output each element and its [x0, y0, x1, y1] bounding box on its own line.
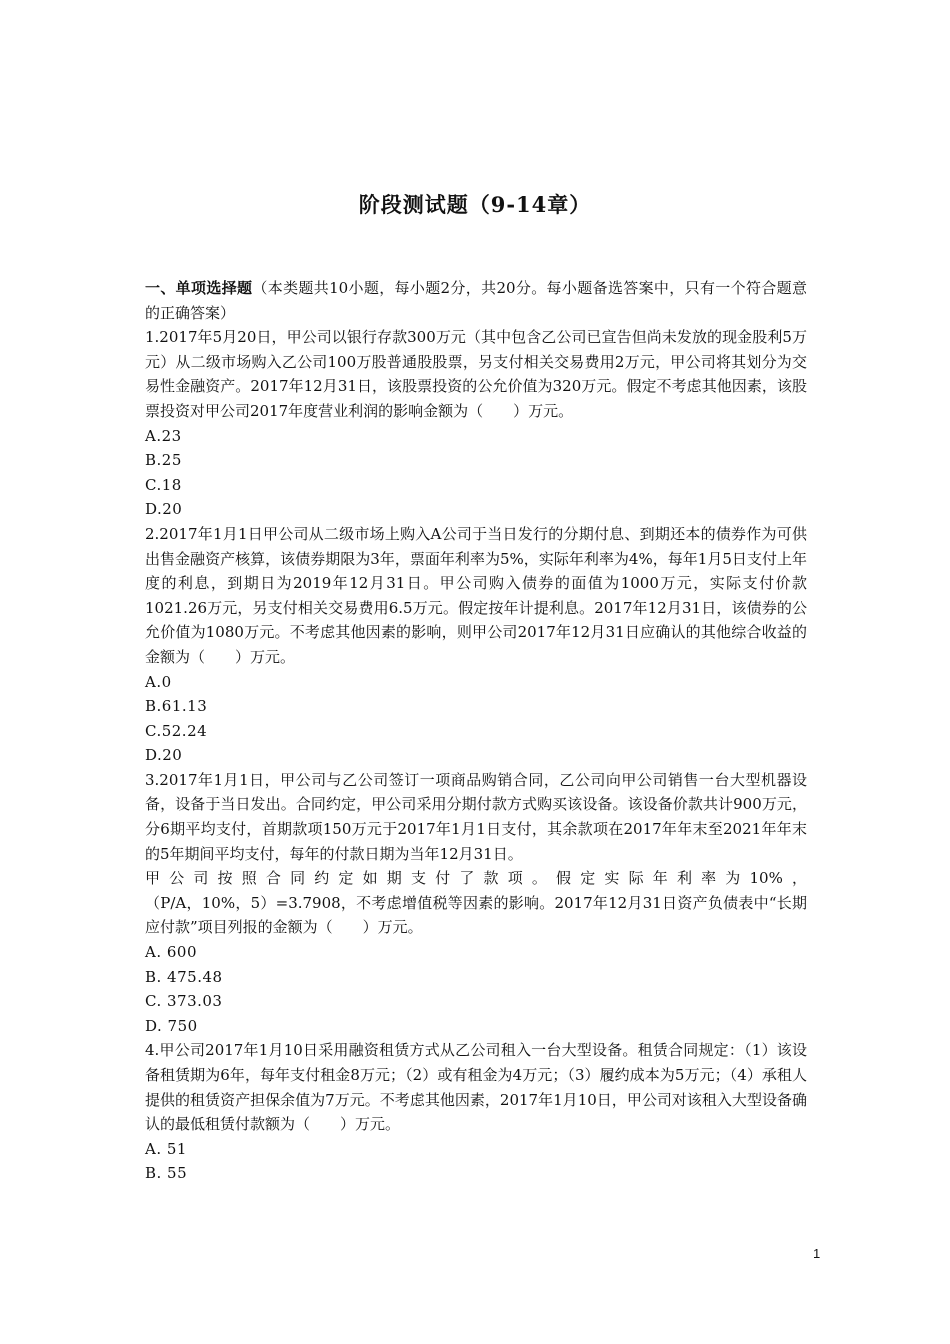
- question-1-option-d: D.20: [145, 500, 183, 519]
- question-3-option-c: C. 373.03: [145, 992, 223, 1011]
- question-2-option-a: A.0: [145, 672, 172, 691]
- question-2-stem: 2.2017年1月1日甲公司从二级市场上购入A公司于当日发行的分期付息、到期还本的债券作为可供出售金融资产核算，该债券期限为3年，票面年利率为5%，实际年利率为4%，每年1月5日支付上年度的利息，到期日为2019年12月31日。甲公司购入债券的面值为1000万元，实际支付价款1021.26万元，另支付相关交易费用6.5万元。假定按年计提利息。2017年12月31日，该债券的公允价值为1080万元。不考虑其他因素的影响，则甲公司2017年12月31日应确认的其他综合收益的金额为（ ）万元。: [145, 524, 807, 666]
- question-2-option-d: D.20: [145, 746, 183, 765]
- section-heading-block: [145, 276, 807, 325]
- question-3-option-b: B. 475.48: [145, 967, 223, 986]
- question-3-option-a: A. 600: [145, 943, 197, 962]
- section-instruction: （本类题共10小题，每小题2分，共20分。每小题备选答案中，只有一个符合题意的正确答案）: [145, 279, 807, 322]
- question-3-option-d: D. 750: [145, 1016, 198, 1035]
- question-3-stem-part3: （P/A，10%，5）=3.7908，不考虑增值税等因素的影响。2017年12月31日资产负债表中“长期应付款”项目列报的金额为（ ）万元。: [145, 893, 807, 937]
- question-1-option-c: C.18: [145, 475, 182, 494]
- question-4-stem: 4.甲公司2017年1月10日采用融资租赁方式从乙公司租入一台大型设备。租赁合同规定：（1）该设备租赁期为6年，每年支付租金8万元；（2）或有租金为4万元；（3）履约成本为5万元；（4）承租人提供的租赁资产担保余值为7万元。不考虑其他因素，2017年1月10日，甲公司对该租入大型设备确认的最低租赁付款额为（ ）万元。: [145, 1041, 807, 1134]
- section-heading: 一、单项选择题: [145, 279, 253, 297]
- question-4-option-b: B. 55: [145, 1164, 188, 1183]
- question-1-option-b: B.25: [145, 451, 182, 470]
- page-number: 1: [813, 1246, 821, 1261]
- question-3-stem-part2: 甲公司按照合同约定如期支付了款项。假定实际年利率为10%，: [145, 869, 807, 888]
- question-1-stem: 1.2017年5月20日，甲公司以银行存款300万元（其中包含乙公司已宣告但尚未发放的现金股利5万元）从二级市场购入乙公司100万股普通股股票，另支付相关交易费用2万元，甲公司将其划分为交易性金融资产。2017年12月31日，该股票投资的公允价值为320万元。假定不考虑其他因素，该股票投资对甲公司2017年度营业利润的影响金额为（ ）万元。: [145, 328, 807, 420]
- question-2-option-b: B.61.13: [145, 697, 208, 716]
- question-3-stem-part1: 3.2017年1月1日，甲公司与乙公司签订一项商品购销合同，乙公司向甲公司销售一台大型机器设备，设备于当日发出。合同约定，甲公司采用分期付款方式购买该设备。该设备价款共计900万元，分6期平均支付，首期款项150万元于2017年1月1日支付，其余款项在2017年年末至2021年年末的5年期间平均支付，每年的付款日期为当年12月31日。: [145, 770, 807, 863]
- document-body: [145, 276, 807, 1186]
- question-1-option-a: A.23: [145, 426, 182, 445]
- question-2-option-c: C.52.24: [145, 721, 208, 740]
- page-title: 阶段测试题（9-14章）: [358, 192, 592, 217]
- question-4-option-a: A. 51: [145, 1139, 187, 1158]
